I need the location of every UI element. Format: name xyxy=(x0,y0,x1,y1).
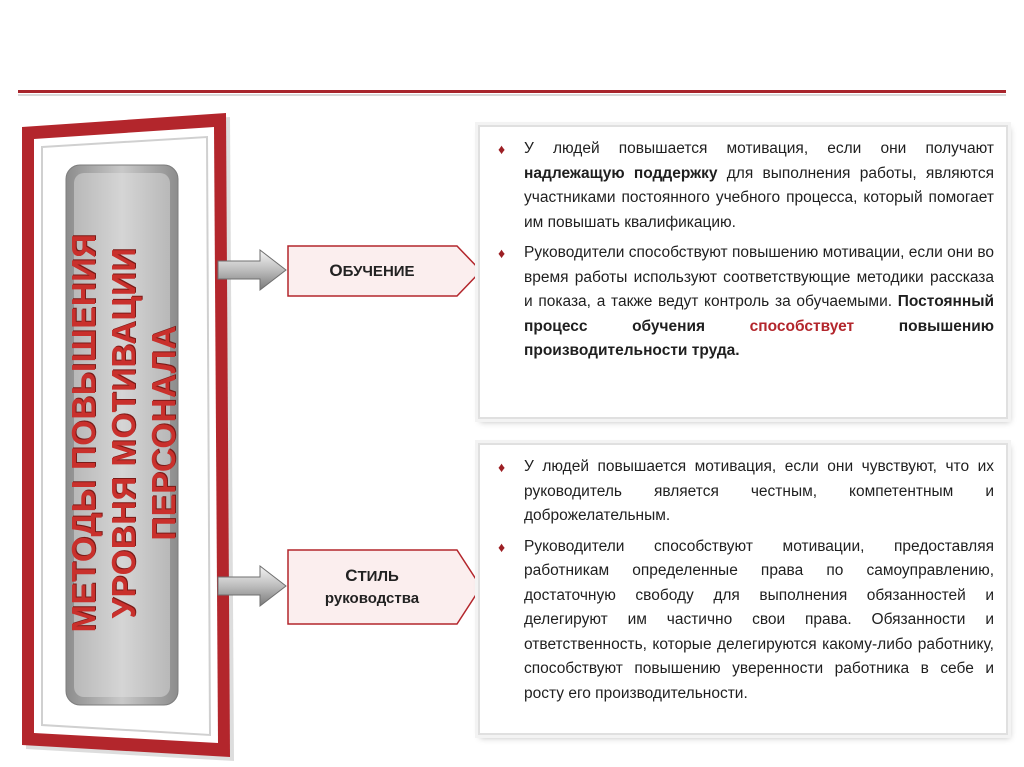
training-content-box xyxy=(478,125,1008,419)
diamond-bullet-icon: ♦ xyxy=(498,245,506,261)
panel-title xyxy=(65,165,182,700)
list-item: ♦ Руководители способствуют повышению мотивации, если они во время работы используют соответствующие методики рассказа и показа, а также ведут контроль за обучаемыми. Постоянный процесс обучения способствует повышению производительности труда. xyxy=(498,244,995,359)
panel-title-line1: МЕТОДЫ ПОВЫШЕНИЯ xyxy=(65,232,102,633)
label-style-line1: ТИЛЬ xyxy=(357,567,399,585)
leadership-content-box xyxy=(478,443,1008,735)
header-divider-shadow xyxy=(18,94,1006,96)
arrow-right-icon xyxy=(216,563,288,609)
panel-title-line2: УРОВНЯ МОТИВАЦИИ ПЕРСОНАЛА xyxy=(105,247,182,618)
list-item: ♦ У людей повышается мотивация, если они получают надлежащую поддержку для выполнения работы, являются участниками постоянного учебного процесса, который помогает им повышать квалификацию. xyxy=(498,140,994,231)
label-training: ОБУЧЕНИЕ xyxy=(329,260,415,280)
diamond-bullet-icon: ♦ xyxy=(498,538,506,555)
list-item: ♦ Руководители способствуют мотивации, предоставляя работникам определенные права по самоуправлению, достаточную свободу для выполнения обязанностей и делегируют им частично свои права. Обязанности и ответственность, которые делегируются какому-либо работнику, способствуют повышению уверенности работника в себе и росту его производительности. xyxy=(498,537,994,702)
label-leadership-style: СТИЛЬ руководства xyxy=(287,549,457,625)
list-item: ♦ У людей повышается мотивация, если они чувствуют, что их руководитель является честным, компетентным и доброжелательным. xyxy=(498,458,994,524)
diamond-bullet-icon: ♦ xyxy=(498,459,506,475)
diamond-bullet-icon: ♦ xyxy=(498,141,506,157)
arrow-right-icon xyxy=(216,247,288,293)
header-divider xyxy=(18,90,1006,93)
label-training-text: БУЧЕНИЕ xyxy=(342,262,415,280)
label-style-line2: руководства xyxy=(324,589,420,607)
